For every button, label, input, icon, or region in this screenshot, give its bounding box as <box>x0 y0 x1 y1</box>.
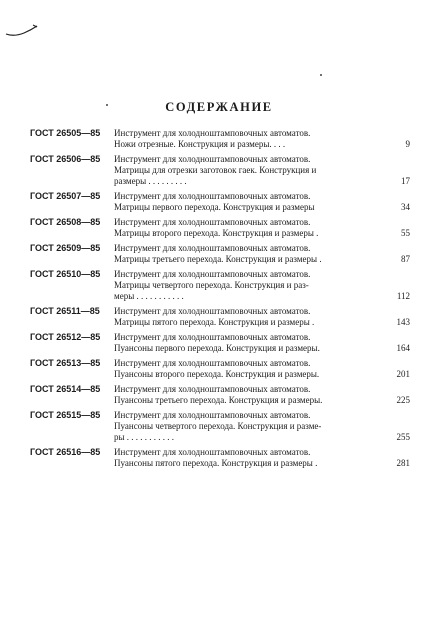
description-line <box>114 202 410 213</box>
description-text: ры . . . . . . . . . . . <box>114 432 175 442</box>
description-line <box>114 243 410 254</box>
entry-description <box>114 269 410 302</box>
description-line <box>114 306 410 317</box>
description-text: Матрицы первого перехода. Конструкция и размеры <box>114 202 315 212</box>
page-number: 87 <box>401 254 410 264</box>
page-number: 9 <box>405 139 410 149</box>
description-line <box>114 384 410 395</box>
toc-entry <box>30 217 410 239</box>
page-number: 255 <box>396 432 410 442</box>
description-line <box>114 217 410 228</box>
description-text: Пуансоны первого перехода. Конструкция и размеры. <box>114 343 320 353</box>
description-text: Матрицы четвертого перехода. Конструкция и раз- <box>114 280 309 290</box>
description-line <box>114 421 410 432</box>
standard-code: ГОСТ 26507—85 <box>30 191 101 201</box>
scan-speck <box>320 74 322 76</box>
description-line <box>114 280 410 291</box>
standard-code: ГОСТ 26511—85 <box>30 306 100 316</box>
standard-code: ГОСТ 26516—85 <box>30 447 101 457</box>
description-line <box>114 369 410 380</box>
description-text: Ножи отрезные. Конструкция и размеры. . . . <box>114 139 286 149</box>
entry-description <box>114 191 410 213</box>
page-number: 225 <box>396 395 410 405</box>
standard-code: ГОСТ 26512—85 <box>30 332 101 342</box>
page-title: СОДЕРЖАНИЕ <box>165 100 273 114</box>
toc-entry <box>30 306 410 328</box>
description-text: Инструмент для холодноштамповочных автоматов. <box>114 269 311 279</box>
description-text: Матрицы для отрезки заготовок гаек. Конструкция и <box>114 165 317 175</box>
description-text: Инструмент для холодноштамповочных автоматов. <box>114 128 311 138</box>
entry-description <box>114 384 410 406</box>
toc-entry <box>30 447 410 469</box>
description-text: Матрицы пятого перехода. Конструкция и размеры . <box>114 317 315 327</box>
standard-code: ГОСТ 26513—85 <box>30 358 101 368</box>
toc-entry <box>30 154 410 187</box>
standard-code: ГОСТ 26515—85 <box>30 410 101 420</box>
description-text: меры . . . . . . . . . . . <box>114 291 184 301</box>
description-text: Инструмент для холодноштамповочных автоматов. <box>114 154 311 164</box>
page-number: 17 <box>401 176 410 186</box>
description-text: Инструмент для холодноштамповочных автоматов. <box>114 191 311 201</box>
description-line <box>114 332 410 343</box>
description-text: Инструмент для холодноштамповочных автоматов. <box>114 217 311 227</box>
description-line <box>114 343 410 354</box>
toc-entry <box>30 191 410 213</box>
page-number: 55 <box>401 228 410 238</box>
toc-entry <box>30 358 410 380</box>
description-text: Пуансоны четвертого перехода. Конструкция и разме- <box>114 421 322 431</box>
description-text: Инструмент для холодноштамповочных автоматов. <box>114 410 311 420</box>
description-text: Инструмент для холодноштамповочных автоматов. <box>114 358 311 368</box>
description-line <box>114 128 410 139</box>
description-line <box>114 410 410 421</box>
standard-code: ГОСТ 26510—85 <box>30 269 101 279</box>
description-line <box>114 165 410 176</box>
description-text: Инструмент для холодноштамповочных автоматов. <box>114 384 311 394</box>
description-line <box>114 154 410 165</box>
description-text: Пуансоны второго перехода. Конструкция и размеры. <box>114 369 320 379</box>
toc-entry <box>30 128 410 150</box>
description-line <box>114 139 410 150</box>
description-line <box>114 176 410 187</box>
toc-entry <box>30 269 410 302</box>
entry-description <box>114 358 410 380</box>
table-of-contents <box>30 128 410 473</box>
entry-description <box>114 447 410 469</box>
entry-description <box>114 332 410 354</box>
entry-description <box>114 217 410 239</box>
description-text: Инструмент для холодноштамповочных автоматов. <box>114 447 311 457</box>
description-line <box>114 291 410 302</box>
description-line <box>114 317 410 328</box>
description-line <box>114 358 410 369</box>
toc-entry <box>30 332 410 354</box>
entry-description <box>114 128 410 150</box>
description-line <box>114 458 410 469</box>
entry-description <box>114 154 410 187</box>
toc-entry <box>30 410 410 443</box>
description-line <box>114 395 410 406</box>
description-text: Инструмент для холодноштамповочных автоматов. <box>114 306 311 316</box>
toc-entry <box>30 243 410 265</box>
description-text: Пуансоны пятого перехода. Конструкция и размеры . <box>114 458 318 468</box>
page-number: 143 <box>396 317 410 327</box>
standard-code: ГОСТ 26505—85 <box>30 128 101 138</box>
scan-mark-top-left <box>4 22 40 38</box>
description-text: Инструмент для холодноштамповочных автоматов. <box>114 332 311 342</box>
page-number: 201 <box>396 369 410 379</box>
page-number: 112 <box>396 291 410 301</box>
description-line <box>114 228 410 239</box>
standard-code: ГОСТ 26514—85 <box>30 384 101 394</box>
page-number: 164 <box>396 343 410 353</box>
description-line <box>114 432 410 443</box>
description-line <box>114 254 410 265</box>
entry-description <box>114 306 410 328</box>
description-line <box>114 447 410 458</box>
description-text: размеры . . . . . . . . . <box>114 176 187 186</box>
standard-code: ГОСТ 26509—85 <box>30 243 101 253</box>
description-text: Матрицы второго перехода. Конструкция и размеры . <box>114 228 319 238</box>
description-text: Инструмент для холодноштамповочных автоматов. <box>114 243 311 253</box>
page-number: 34 <box>401 202 410 212</box>
description-line <box>114 269 410 280</box>
description-text: Пуансоны третьего перехода. Конструкция и размеры. <box>114 395 323 405</box>
standard-code: ГОСТ 26508—85 <box>30 217 101 227</box>
description-line <box>114 191 410 202</box>
page-number: 281 <box>396 458 410 468</box>
description-text: Матрицы третьего перехода. Конструкция и размеры . <box>114 254 322 264</box>
toc-entry <box>30 384 410 406</box>
entry-description <box>114 410 410 443</box>
standard-code: ГОСТ 26506—85 <box>30 154 101 164</box>
entry-description <box>114 243 410 265</box>
